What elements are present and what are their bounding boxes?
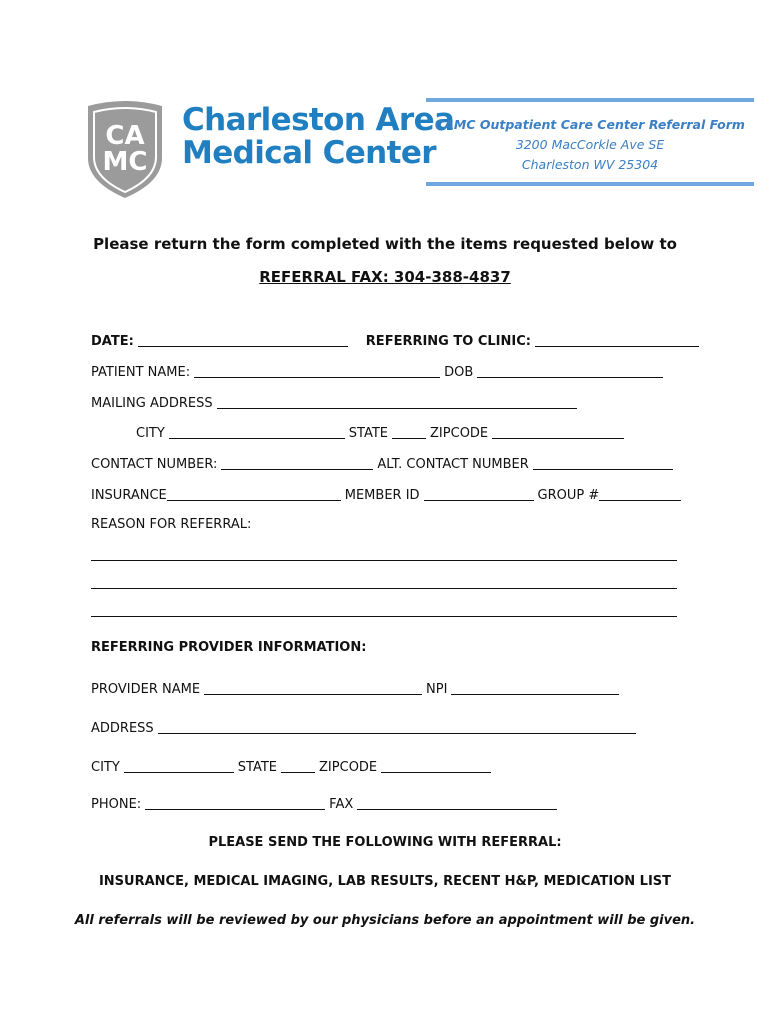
city-field[interactable] xyxy=(169,424,345,439)
referring-clinic-label: REFERRING TO CLINIC: xyxy=(365,334,531,349)
row-provider-name xyxy=(91,680,623,697)
shield-icon xyxy=(80,100,170,200)
row-provider-heading xyxy=(91,640,366,655)
provider-name-label: PROVIDER NAME xyxy=(91,682,201,697)
alt-contact-field[interactable] xyxy=(533,455,673,470)
provider-address-label: ADDRESS xyxy=(91,721,154,736)
provider-name-field[interactable] xyxy=(204,680,422,695)
camc-logo-shield xyxy=(80,100,170,200)
city-label: CITY xyxy=(136,426,165,441)
logo-line-1: Charleston Area xyxy=(182,102,455,138)
member-id-field[interactable] xyxy=(424,486,534,501)
mailing-address-field[interactable] xyxy=(217,394,577,409)
form-title: CAMC Outpatient Care Center Referral Form xyxy=(435,117,745,132)
provider-address-field[interactable] xyxy=(158,719,636,734)
zipcode-field[interactable] xyxy=(492,424,624,439)
npi-label: NPI xyxy=(426,682,448,697)
state-field[interactable] xyxy=(392,424,426,439)
instruction-text: Please return the form completed with the items requested below to xyxy=(93,235,677,253)
review-note: All referrals will be reviewed by our physicians before an appointment will be given. xyxy=(74,913,696,928)
fax-line-wrap xyxy=(0,268,770,286)
group-field[interactable] xyxy=(599,486,681,501)
row-insurance xyxy=(91,486,685,503)
date-label: DATE: xyxy=(91,334,134,349)
provider-phone-field[interactable] xyxy=(145,795,325,810)
dob-field[interactable] xyxy=(477,363,663,378)
row-reason xyxy=(91,517,251,532)
logo-monogram-top: CA xyxy=(105,121,145,151)
insurance-field[interactable] xyxy=(167,486,341,501)
row-provider-address xyxy=(91,719,640,736)
reason-line-1[interactable] xyxy=(91,560,677,561)
row-mailing xyxy=(91,394,581,411)
provider-heading: REFERRING PROVIDER INFORMATION: xyxy=(91,640,367,655)
provider-state-field[interactable] xyxy=(281,758,315,773)
contact-number-label: CONTACT NUMBER: xyxy=(91,457,218,472)
row-provider-phone xyxy=(91,795,561,812)
provider-city-label: CITY xyxy=(91,760,120,775)
send-heading: PLEASE SEND THE FOLLOWING WITH REFERRAL: xyxy=(208,835,562,850)
provider-city-field[interactable] xyxy=(124,758,234,773)
state-label: STATE xyxy=(348,426,389,441)
patient-name-field[interactable] xyxy=(194,363,440,378)
form-info-box xyxy=(426,98,754,186)
row-contact xyxy=(91,455,677,472)
provider-fax-field[interactable] xyxy=(357,795,557,810)
dob-label: DOB xyxy=(444,365,474,380)
logo-wordmark xyxy=(182,104,454,170)
contact-number-field[interactable] xyxy=(221,455,373,470)
logo-monogram-bottom: MC xyxy=(102,147,148,177)
clinic-address-line-2: Charleston WV 25304 xyxy=(521,157,659,172)
provider-zipcode-label: ZIPCODE xyxy=(319,760,378,775)
group-label: GROUP # xyxy=(537,488,600,503)
member-id-label: MEMBER ID xyxy=(344,488,420,503)
alt-contact-label: ALT. CONTACT NUMBER xyxy=(377,457,529,472)
zipcode-label: ZIPCODE xyxy=(430,426,489,441)
provider-zipcode-field[interactable] xyxy=(381,758,491,773)
reason-label: REASON FOR REFERRAL: xyxy=(91,517,252,532)
clinic-address-line-1: 3200 MacCorkle Ave SE xyxy=(515,137,665,152)
npi-field[interactable] xyxy=(451,680,619,695)
row-city xyxy=(136,424,628,441)
referring-clinic-field[interactable] xyxy=(535,332,699,347)
provider-state-label: STATE xyxy=(237,760,278,775)
row-date-clinic xyxy=(91,332,703,349)
row-patient xyxy=(91,363,667,380)
reason-line-2[interactable] xyxy=(91,588,677,589)
logo-line-2: Medical Center xyxy=(182,135,436,171)
mailing-address-label: MAILING ADDRESS xyxy=(91,396,213,411)
reason-line-3[interactable] xyxy=(91,616,677,617)
required-items: INSURANCE, MEDICAL IMAGING, LAB RESULTS, RECENT H&P, MEDICATION LIST xyxy=(98,874,672,889)
date-field[interactable] xyxy=(138,332,348,347)
referral-fax: REFERRAL FAX: 304-388-4837 xyxy=(259,268,511,286)
row-provider-city xyxy=(91,758,495,775)
insurance-label: INSURANCE xyxy=(91,488,167,503)
provider-fax-label: FAX xyxy=(329,797,354,812)
patient-name-label: PATIENT NAME: xyxy=(91,365,191,380)
provider-phone-label: PHONE: xyxy=(91,797,142,812)
